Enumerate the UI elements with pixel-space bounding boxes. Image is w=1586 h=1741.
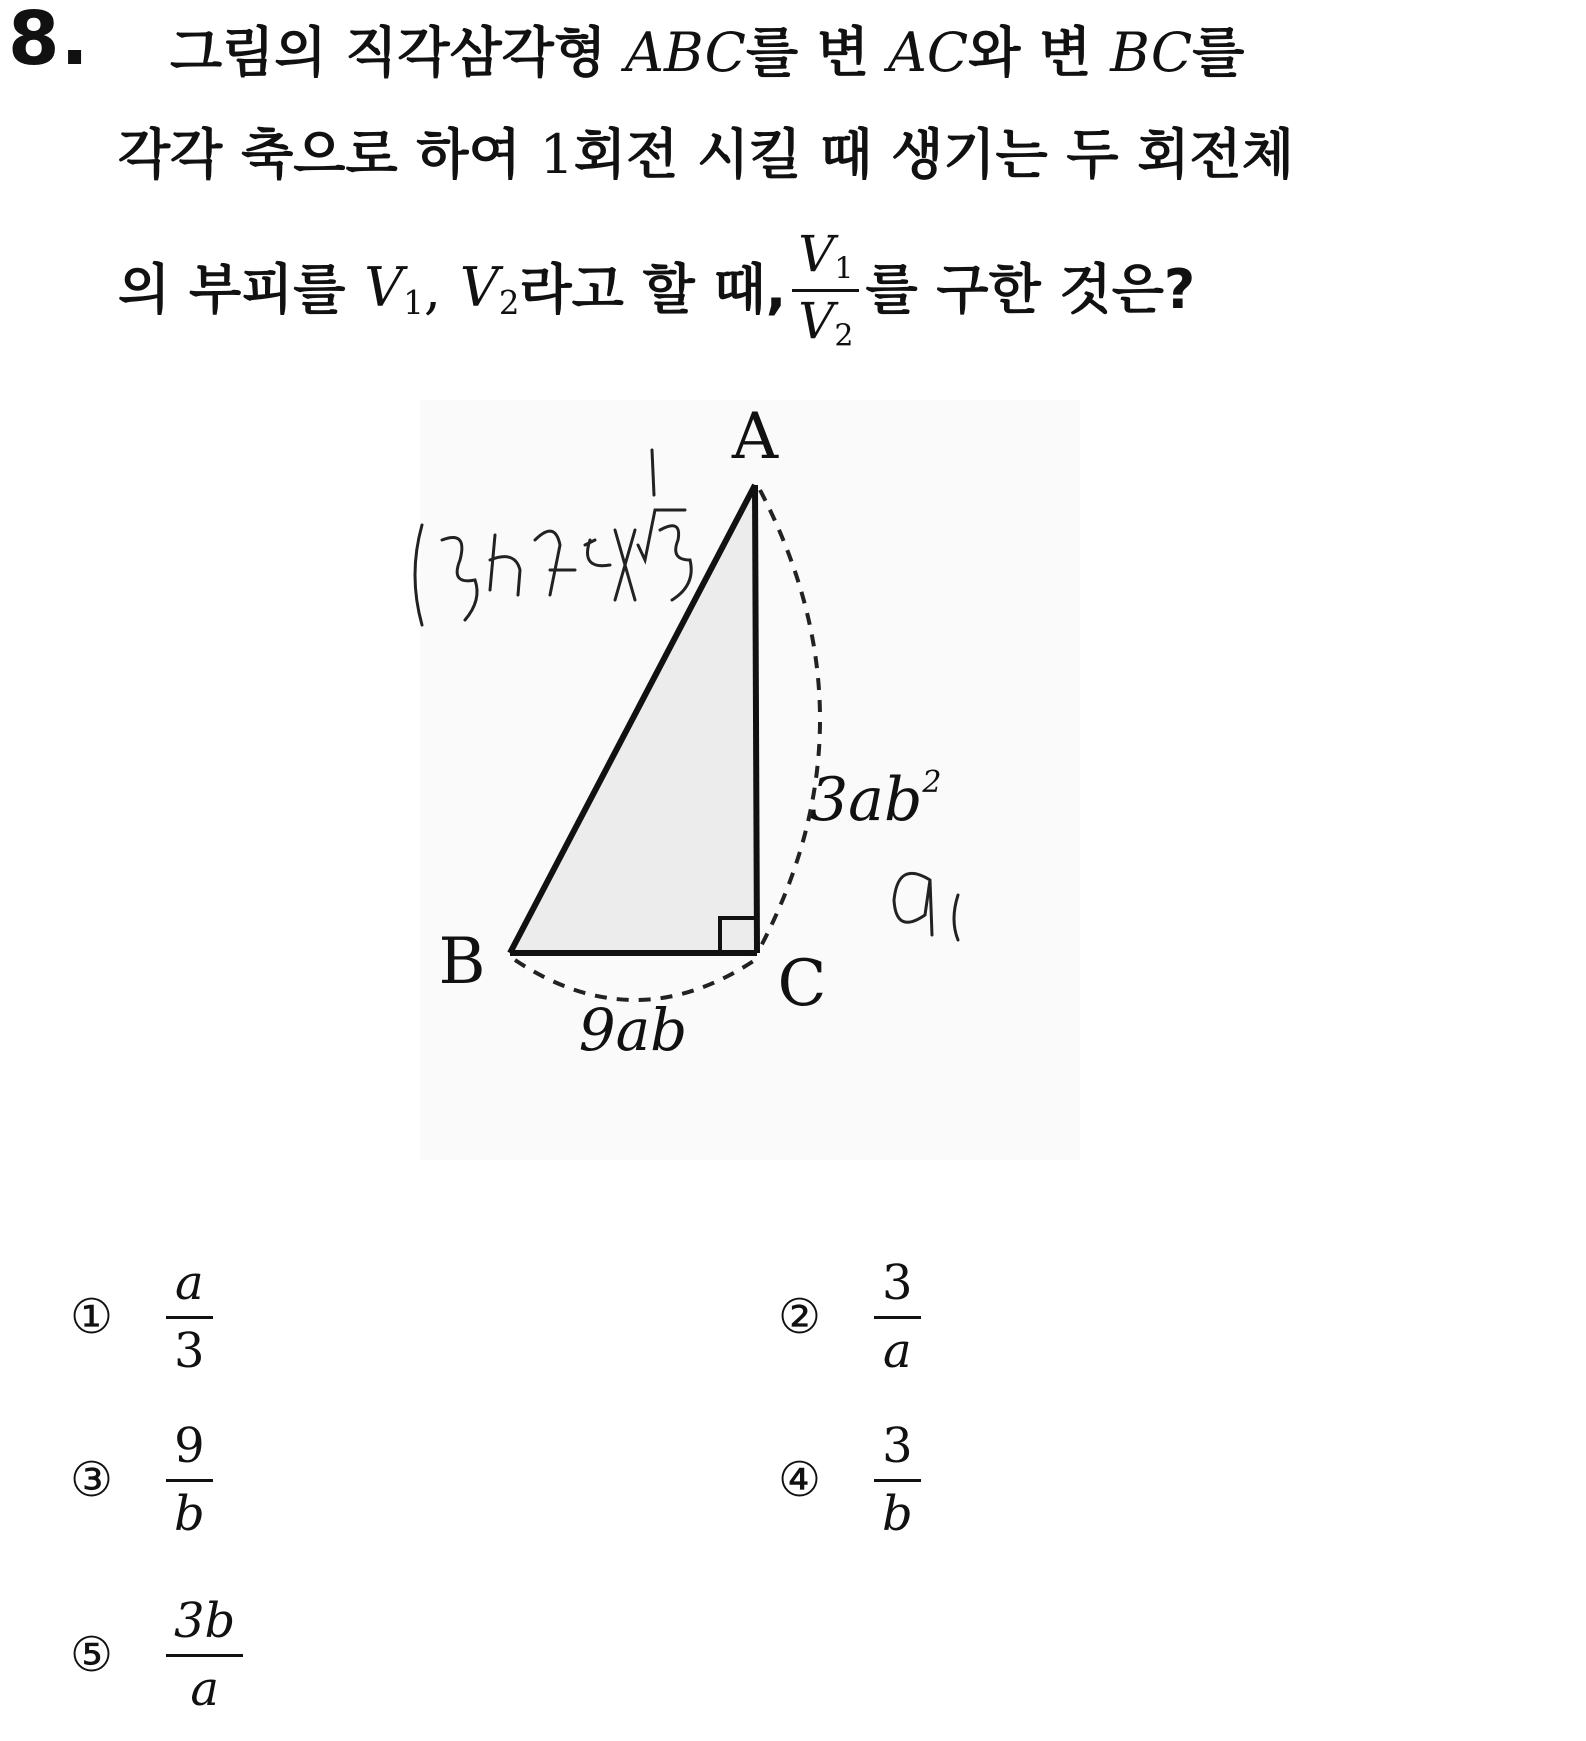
fraction-bar bbox=[166, 1654, 243, 1657]
question-text: 그림의 직각삼각형 bbox=[170, 21, 607, 84]
choice-fraction bbox=[166, 1417, 213, 1542]
vertex-label-b: B bbox=[438, 925, 486, 999]
choice-5[interactable] bbox=[70, 1580, 243, 1730]
choice-numerator: 9 bbox=[174, 1417, 205, 1474]
question-text: 를 변 bbox=[745, 21, 870, 84]
choice-fraction bbox=[166, 1254, 213, 1379]
choice-denominator: a bbox=[190, 1660, 219, 1717]
choice-marker: ① bbox=[70, 1289, 114, 1345]
question-line-1 bbox=[170, 21, 1245, 84]
choice-fraction bbox=[166, 1592, 243, 1717]
volume-v2: $V_2$ bbox=[459, 255, 520, 322]
length-label-ac: $3ab^2$ bbox=[810, 765, 942, 835]
choice-marker: ③ bbox=[70, 1452, 114, 1508]
choice-numerator: a bbox=[174, 1254, 204, 1311]
choice-marker: ④ bbox=[778, 1452, 822, 1508]
fraction-numerator: $V_1$ bbox=[798, 225, 854, 287]
choice-denominator: a bbox=[882, 1322, 912, 1379]
question-number: 8. bbox=[8, 0, 90, 82]
question-text: 의 부피를 bbox=[118, 258, 346, 321]
choice-4[interactable] bbox=[778, 1405, 921, 1555]
fraction-bar bbox=[166, 1479, 213, 1482]
choice-marker: ② bbox=[778, 1289, 822, 1345]
side-ac-line bbox=[755, 485, 757, 953]
choice-denominator: 3 bbox=[174, 1322, 205, 1379]
choice-denominator: b bbox=[174, 1485, 205, 1542]
question-text: 를 bbox=[1192, 21, 1245, 84]
question-text: 를 구한 것은? bbox=[865, 258, 1196, 321]
question-line-3: 의 부피를 $V_1$ , $V_2$ 라고 할 때, $\frac{V_1}{V_2}$ 를 구한 것은? bbox=[118, 225, 1196, 353]
choice-fraction bbox=[874, 1254, 921, 1379]
triangle-name: ABC bbox=[624, 21, 746, 84]
choice-numerator: 3 bbox=[882, 1417, 913, 1474]
question-text: 라고 할 때, bbox=[519, 258, 787, 321]
rotation-count: 1 bbox=[539, 123, 574, 186]
fraction-denominator: $V_2$ bbox=[798, 291, 854, 353]
choice-1[interactable] bbox=[70, 1242, 213, 1392]
question-line-2 bbox=[118, 123, 1294, 186]
volume-ratio-fraction bbox=[792, 225, 859, 353]
fraction-bar bbox=[874, 1316, 921, 1319]
choice-fraction bbox=[874, 1417, 921, 1542]
choice-marker: ⑤ bbox=[70, 1627, 114, 1683]
choice-numerator: 3 bbox=[882, 1254, 913, 1311]
fraction-bar bbox=[166, 1316, 213, 1319]
side-ac: AC bbox=[887, 21, 969, 84]
vertex-label-c: C bbox=[777, 947, 827, 1021]
side-bc: BC bbox=[1110, 21, 1193, 84]
choice-denominator: b bbox=[882, 1485, 913, 1542]
question-text: 각각 축으로 하여 bbox=[118, 123, 521, 186]
choice-3[interactable] bbox=[70, 1405, 213, 1555]
choice-numerator: 3b bbox=[174, 1592, 236, 1649]
volume-v1: $V_1$ bbox=[364, 255, 424, 322]
fraction-bar bbox=[874, 1479, 921, 1482]
length-label-bc: 9ab bbox=[578, 996, 688, 1064]
vertex-label-a: A bbox=[731, 400, 779, 474]
choice-2[interactable] bbox=[778, 1242, 921, 1392]
question-text: 회전 시킬 때 생기는 두 회전체 bbox=[573, 123, 1294, 186]
question-text: 와 변 bbox=[968, 21, 1092, 84]
triangle-diagram bbox=[420, 400, 1100, 1180]
triangle-figure bbox=[420, 400, 1100, 1180]
